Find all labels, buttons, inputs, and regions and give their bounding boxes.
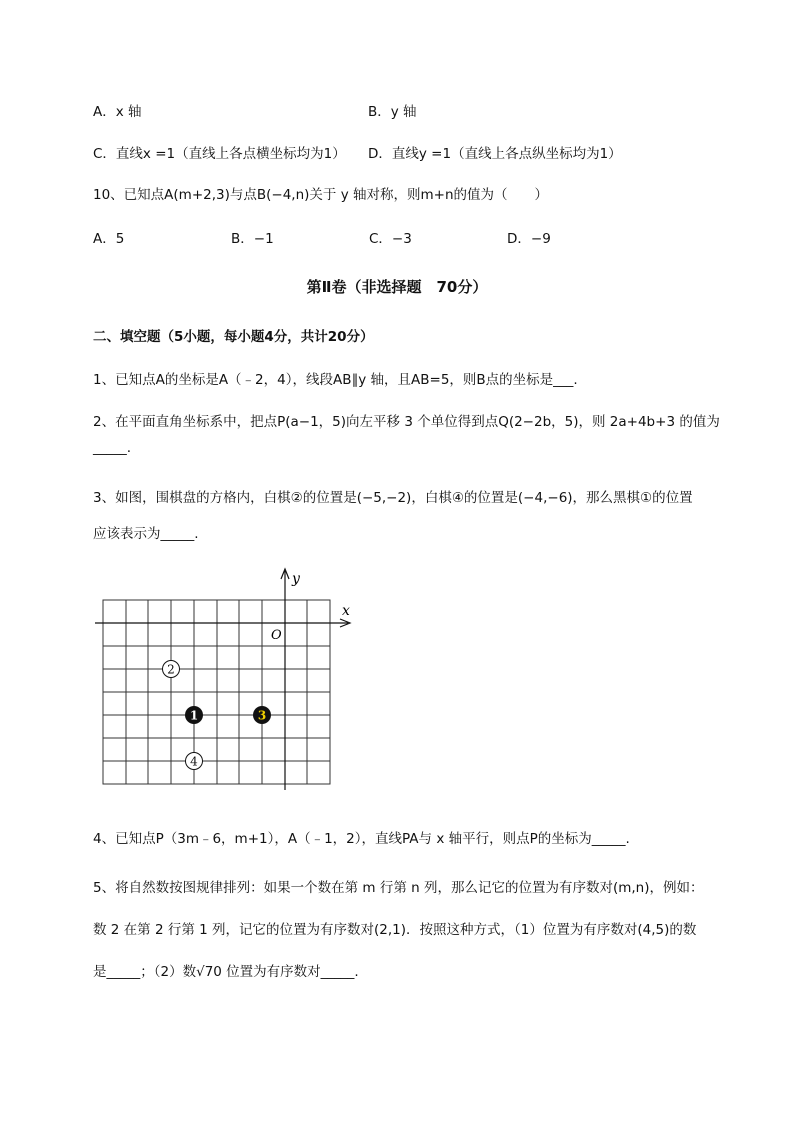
q9-option-b: B．y 轴 [368,104,417,120]
svg-text:2: 2 [167,662,175,677]
board-grid [103,600,330,784]
section2-heading: 二、填空题（5小题，每小题4分，共计20分） [93,329,374,345]
fill-q3-line2: 应该表示为_____. [93,526,199,542]
fill-q4: 4、已知点P（3m﹣6，m+1），A（﹣1，2），直线PA与 x 轴平行，则点P的坐标为_____. [93,831,630,847]
fill-q5-line1: 5、将自然数按图规律排列：如果一个数在第 m 行第 n 列，那么记它的位置为有序数对(m,n)，例如： [93,880,704,896]
white-stone-4 [186,753,203,770]
fill-q3-line1: 3、如图，围棋盘的方格内，白棋②的位置是(−5,−2)，白棋④的位置是(−4,−6)，那么黑棋①的位置 [93,490,693,506]
black-stone-1 [185,706,203,724]
fill-q2-line1: 2、在平面直角坐标系中，把点P(a−1，5)向左平移 3 个单位得到点Q(2−2b，5)，则 2a+4b+3 的值为 [93,414,720,430]
q10-option-b: B．−1 [231,231,274,247]
fill-q1: 1、已知点A的坐标是A（﹣2，4），线段AB∥y 轴，且AB=5，则B点的坐标是___. [93,372,578,388]
white-stone-2 [163,661,180,678]
svg-text:1: 1 [189,708,199,723]
coordinate-axes [95,569,350,790]
q9-option-a: A．x 轴 [93,104,142,120]
q9-option-d: D．直线y =1（直线上各点纵坐标均为1） [368,146,622,162]
svg-text:4: 4 [190,754,198,769]
svg-text:3: 3 [257,708,267,723]
q10-option-c: C．−3 [369,231,412,247]
origin-label: O [271,628,282,643]
q9-option-c: C．直线x =1（直线上各点横坐标均为1） [93,146,346,162]
x-axis-label: x [342,603,350,619]
q10-stem: 10、已知点A(m+2,3)与点B(−4,n)关于 y 轴对称，则m+n的值为（ ） [93,187,549,203]
y-axis-label: y [292,571,300,587]
q10-option-d: D．−9 [507,231,551,247]
q10-option-a: A．5 [93,231,125,247]
fill-q5-line3: 是_____；（2）数√70 位置为有序数对_____. [93,964,359,980]
fill-q2-line2: _____. [93,440,132,456]
black-stone-3 [253,706,271,724]
fill-q5-line2: 数 2 在第 2 行第 1 列，记它的位置为有序数对(2,1)．按照这种方式，（1）位置为有序数对(4,5)的数 [93,922,697,938]
part2-title: 第Ⅱ卷（非选择题 70分） [306,278,488,296]
go-board-figure [90,565,360,795]
